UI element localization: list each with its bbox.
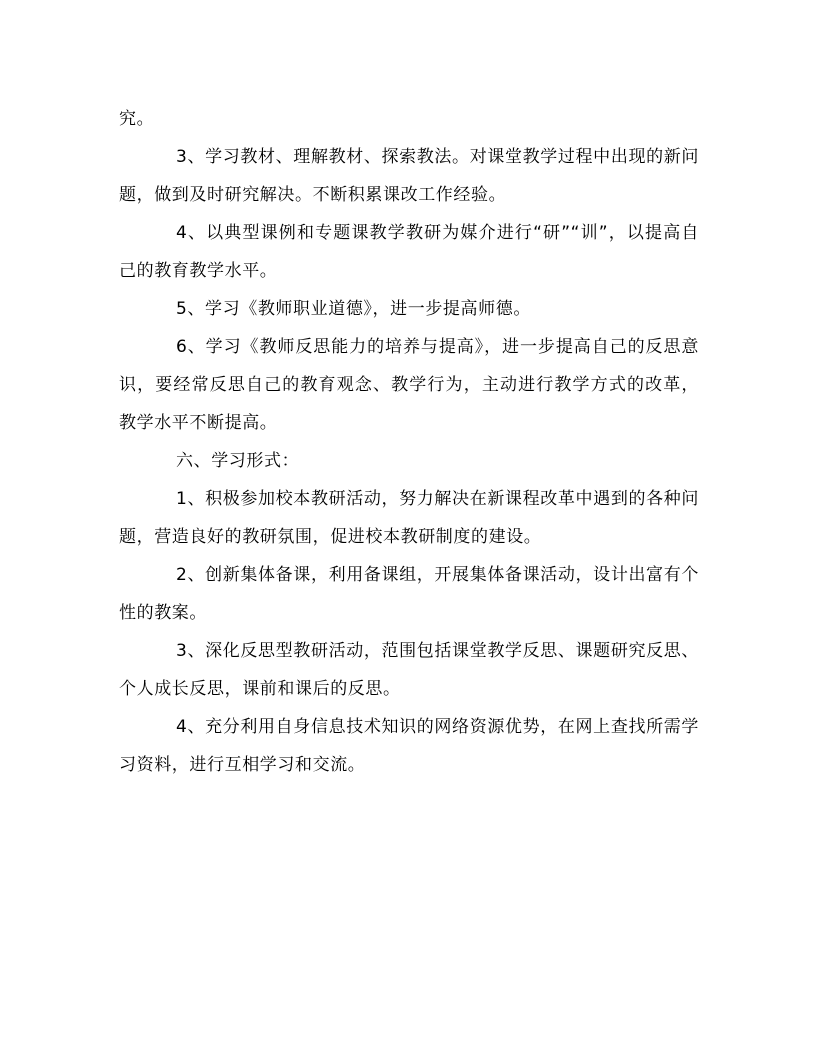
section-heading-study-forms: 六、学习形式： xyxy=(176,451,300,471)
paragraph-continuation: 究。 xyxy=(119,109,155,129)
paragraph-form-1-school-research: 1、积极参加校本教研活动，努力解决在新课程改革中遇到的各种问题，营造良好的教研氛围，促进校本教研制度的建设。 xyxy=(119,489,699,547)
paragraph-form-2-collective-prep: 2、创新集体备课，利用备课组，开展集体备课活动，设计出富有个性的教案。 xyxy=(119,565,699,623)
paragraph-item-5-teacher-ethics: 5、学习《教师职业道德》，进一步提高师德。 xyxy=(176,299,531,319)
paragraph-item-6-reflection: 6、学习《教师反思能力的培养与提高》，进一步提高自己的反思意识，要经常反思自己的教育观念、教学行为，主动进行教学方式的改革，教学水平不断提高。 xyxy=(119,337,699,433)
paragraph-form-3-reflective-research: 3、深化反思型教研活动，范围包括课堂教学反思、课题研究反思、个人成长反思，课前和课后的反思。 xyxy=(119,641,699,699)
paragraph-item-4-typical-lessons: 4、以典型课例和专题课教学教研为媒介进行“研”“训”，以提高自己的教育教学水平。 xyxy=(119,223,699,281)
document-body xyxy=(119,100,699,784)
paragraph-form-4-network-resources: 4、充分利用自身信息技术知识的网络资源优势，在网上查找所需学习资料，进行互相学习和交流。 xyxy=(119,717,699,775)
paragraph-item-3-study-textbook: 3、学习教材、理解教材、探索教法。对课堂教学过程中出现的新问题，做到及时研究解决。不断积累课改工作经验。 xyxy=(119,147,699,205)
